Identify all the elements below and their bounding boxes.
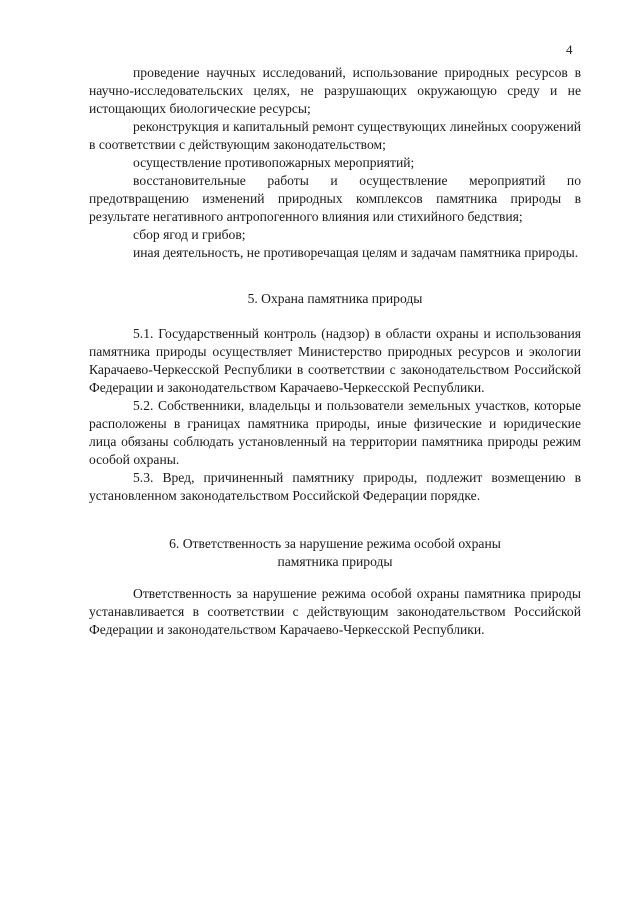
- paragraph-6: Ответственность за нарушение режима особой охраны памятника природы устанавливается в соответствии с действующим законодательством Российской Федерации и законодательством Карачаево-Черкесской Республики.: [89, 586, 581, 637]
- list-item: сбор ягод и грибов;: [133, 227, 246, 242]
- section-6-body: [89, 585, 581, 639]
- list-item: проведение научных исследований, использование природных ресурсов в научно-исследовательских целях, не разрушающих окружающую среду и не истощающих биологические ресурсы;: [89, 65, 581, 116]
- paragraph-5-3: 5.3. Вред, причиненный памятнику природы, подлежит возмещению в установленном законодательством Российской Федерации порядке.: [89, 470, 581, 503]
- page-number: 4: [566, 42, 573, 57]
- section-6-title: [89, 535, 581, 571]
- list-item: осуществление противопожарных мероприятий;: [133, 155, 415, 170]
- paragraph-5-1: 5.1. Государственный контроль (надзор) в области охраны и использования памятника природы осуществляет Министерство природных ресурсов и экологии Карачаево-Черкесской Республики в соответствии с законодательством Российской Федерации и законодательством Карачаево-Черкесской Республики.: [89, 326, 581, 395]
- section-6-title-line-1: 6. Ответственность за нарушение режима особой охраны: [169, 536, 501, 551]
- section-6-title-line-2: памятника природы: [277, 554, 393, 569]
- list-item: восстановительные работы и осуществление мероприятий по предотвращению изменений природных комплексов памятника природы в результате негативного антропогенного влияния или стихийного бедствия;: [89, 173, 581, 224]
- paragraph-5-2: 5.2. Собственники, владельцы и пользователи земельных участков, которые расположены в границах памятника природы, иные физические и юридические лица обязаны соблюдать установленный на территории памятника природы режим особой охраны.: [89, 398, 581, 467]
- section-5-title: 5. Охрана памятника природы: [247, 291, 423, 306]
- list-item: иная деятельность, не противоречащая целям и задачам памятника природы.: [133, 245, 579, 260]
- list-item: реконструкция и капитальный ремонт существующих линейных сооружений в соответствии с действующим законодательством;: [89, 119, 581, 152]
- list-continuation: [89, 64, 581, 262]
- section-5-body: [89, 325, 581, 505]
